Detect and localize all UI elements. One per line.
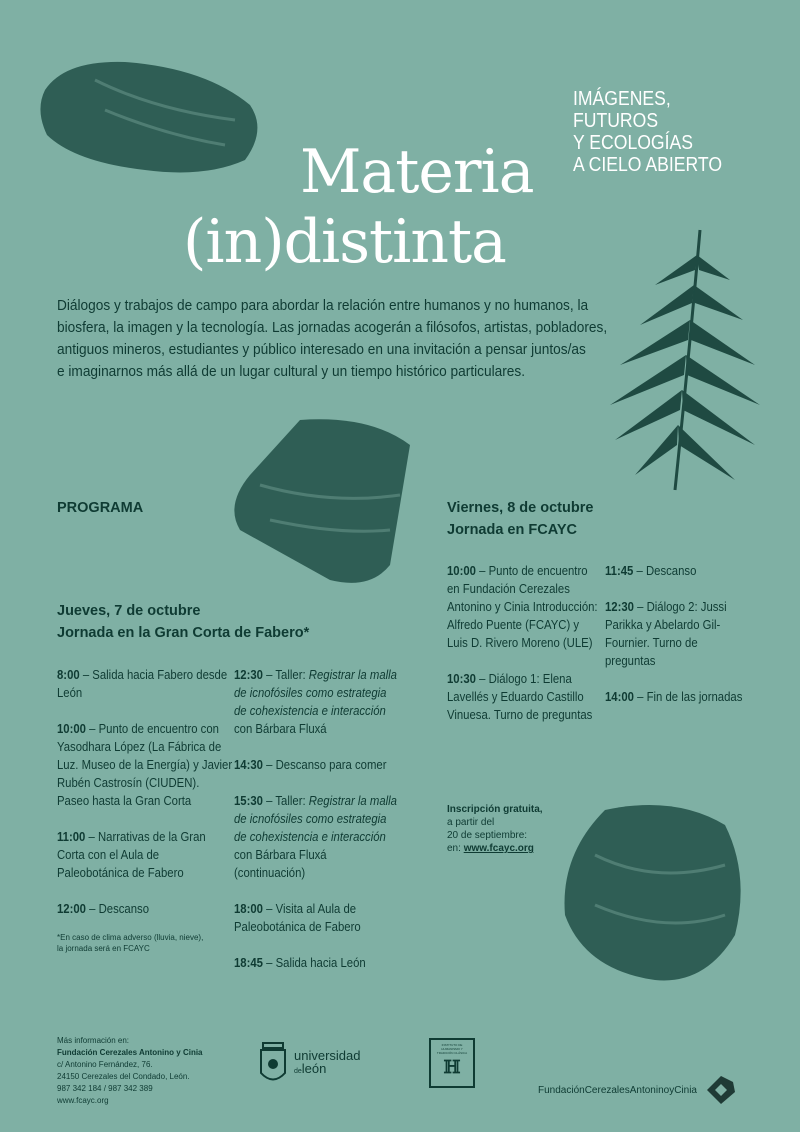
intro-line: e imaginarnos más allá de un lugar cultural y un tiempo histórico particulares. <box>57 363 526 380</box>
intro-line: Diálogos y trabajos de campo para abordar la relación entre humanos y no humanos, la <box>57 297 589 314</box>
schedule-item: 10:00 – Punto de encuentro en Fundación Cerezales Antonino y Cinia Introducción: Alfredo Puente (FCAYC) y Luis D. Rivero Moreno (ULE) <box>447 564 598 650</box>
universidad-leon-logo: universidad deleón <box>258 1038 361 1088</box>
schedule-item: 10:00 – Punto de encuentro con Yasodhara López (La Fábrica de Luz. Museo de la Energía) y Javier Rubén Castrosín (CIUDEN). Paseo hasta la Gran Corta <box>57 722 233 808</box>
subtitle <box>573 88 722 176</box>
schedule-item: 12:30 – Taller: Registrar la malla de icnofósiles como estrategia de cohexistencia e interacción con Bárbara Fluxá <box>234 668 397 736</box>
intro-paragraph <box>57 295 759 383</box>
day2-date: Viernes, 8 de octubre <box>447 500 594 516</box>
schedule-item: 18:00 – Visita al Aula de Paleobotánica de Fabero <box>234 902 361 934</box>
subtitle-line: FUTUROS <box>573 110 659 132</box>
title-line-1: Materia <box>300 137 534 207</box>
day1-heading <box>57 600 309 644</box>
day1-place: Jornada en la Gran Corta de Fabero* <box>57 625 310 641</box>
day1-schedule-col2 <box>234 666 401 990</box>
registration-info: Inscripción gratuita, a partir del 20 de septiembre: en: www.fcayc.org <box>447 804 543 854</box>
footer-contact: Más información en: Fundación Cerezales Antonino y Cinia c/ Antonino Fernández, 76. 24150 Cerezales del Condado, León. 987 342 184 / 987 342 389 www.fcayc.org <box>57 1036 203 1105</box>
subtitle-line: A CIELO ABIERTO <box>573 154 723 176</box>
fcayc-logo: FundaciónCerezalesAntoninoyCinia <box>538 1074 737 1106</box>
fossil-stone-bottom-right <box>555 795 750 990</box>
instituto-humanismo-logo: INSTITUTO DE HUMANISMO Y TRADICIÓN CLÁSICA ℍ <box>429 1038 475 1088</box>
weather-note: *En caso de clima adverso (lluvia, nieve), la jornada será en FCAYC <box>57 933 204 953</box>
programa-label: PROGRAMA <box>57 500 144 516</box>
subtitle-line: IMÁGENES, <box>573 88 671 110</box>
day2-schedule-col2 <box>605 562 749 724</box>
fossil-stone-middle <box>220 415 420 595</box>
subtitle-line: Y ECOLOGÍAS <box>573 132 693 154</box>
schedule-item: 15:30 – Taller: Registrar la malla de icnofósiles como estrategia de cohexistencia e interacción con Bárbara Fluxá (continuación) <box>234 794 397 880</box>
schedule-item: 11:00 – Narrativas de la Gran Corta con el Aula de Paleobotánica de Fabero <box>57 830 206 880</box>
day2-heading <box>447 497 593 541</box>
registration-link[interactable]: www.fcayc.org <box>463 843 534 854</box>
coat-of-arms-icon <box>258 1038 288 1088</box>
fcayc-diamond-icon <box>705 1074 737 1106</box>
day2-schedule-col1 <box>447 562 600 742</box>
schedule-item: 12:00 – Descanso <box>57 902 150 916</box>
schedule-item: 14:30 – Descanso para comer <box>234 758 387 772</box>
schedule-item: 18:45 – Salida hacia León <box>234 956 366 970</box>
day2-place: Jornada en FCAYC <box>447 522 577 538</box>
schedule-item: 12:30 – Diálogo 2: Jussi Parikka y Abelardo Gil-Fournier. Turno de preguntas <box>605 600 727 668</box>
day1-schedule-col1 <box>57 666 233 936</box>
schedule-item: 11:45 – Descanso <box>605 564 697 578</box>
day1-date: Jueves, 7 de octubre <box>57 603 201 619</box>
title-line-2: (in)distinta <box>183 207 506 277</box>
intro-line: biosfera, la imagen y la tecnología. Las jornadas acogerán a filósofos, artistas, pobladores, <box>57 319 608 336</box>
footer-web-link[interactable]: www.fcayc.org <box>57 1096 109 1105</box>
schedule-item: 14:00 – Fin de las jornadas <box>605 690 743 704</box>
schedule-item: 8:00 – Salida hacia Fabero desde León <box>57 668 228 700</box>
fossil-stone-top-left <box>35 50 267 180</box>
intro-line: antiguos mineros, estudiantes y público interesado en una invitación a pensar juntos/as <box>57 341 586 358</box>
schedule-item: 10:30 – Diálogo 1: Elena Lavellés y Eduardo Castillo Vinuesa. Turno de preguntas <box>447 672 593 722</box>
